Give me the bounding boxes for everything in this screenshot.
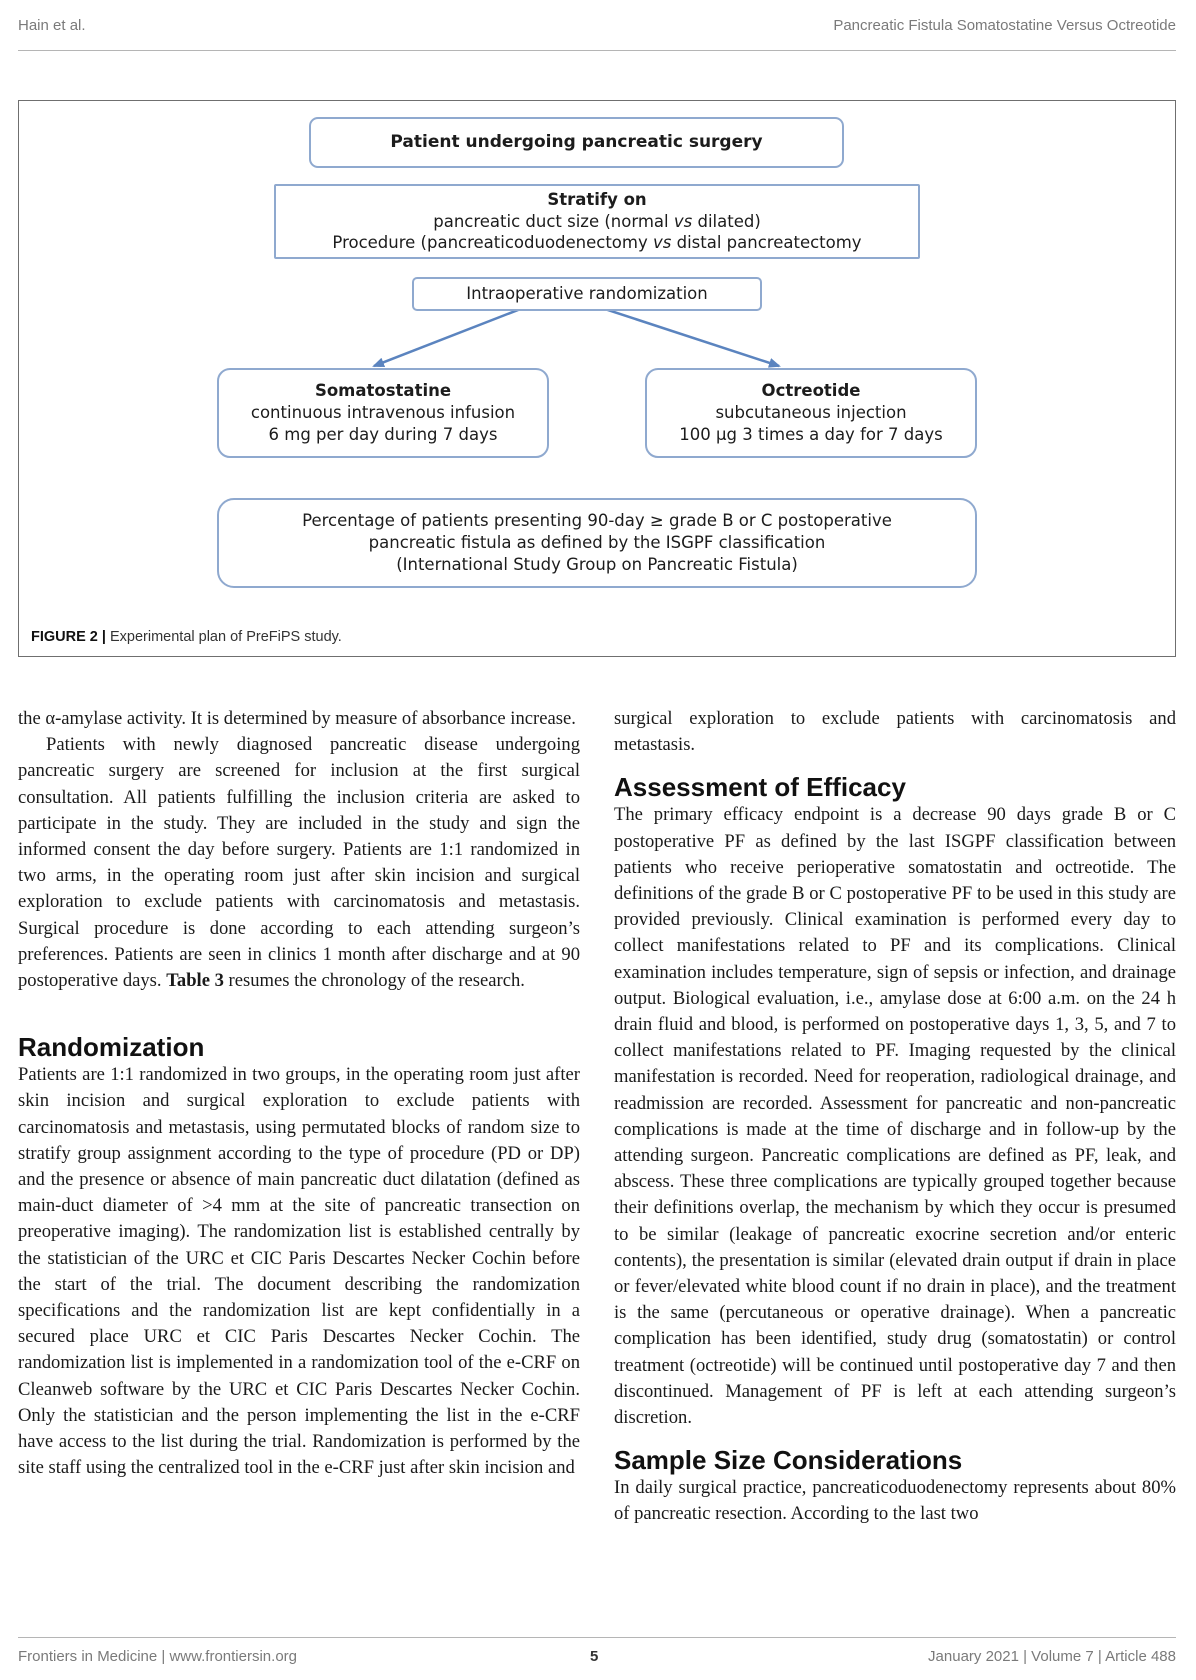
stratify-duct-size: pancreatic duct size (normal vs dilated) [433, 211, 761, 231]
stratify-procedure: Procedure (pancreaticoduodenectomy vs distal pancreatectomy [332, 233, 862, 253]
octreotide-title: Octreotide [761, 381, 861, 401]
box-somatostatine [217, 368, 549, 458]
running-header-authors: Hain et al. [18, 17, 86, 34]
outcome-line-1: Percentage of patients presenting 90-day ≥ grade B or C postoperative [302, 511, 892, 531]
left-column [18, 706, 580, 1481]
figure-2 [18, 100, 1176, 657]
box-stratify [274, 184, 920, 259]
heading-randomization: Randomization [18, 1032, 205, 1063]
paragraph-sample-size: In daily surgical practice, pancreaticoduodenectomy represents about 80% of pancreatic resection. According to the last two [614, 1477, 1176, 1525]
box-patient-undergoing-surgery [309, 117, 844, 168]
page-number: 5 [590, 1648, 599, 1665]
paragraph-screening: Patients with newly diagnosed pancreatic disease undergoing pancreatic surgery are screened for inclusion at the first surgical consultation. All patients fulfilling the inclusion criteria are asked to participate in the study. They are included in the study and sign the informed consent the day before surgery. Patients are 1:1 randomized in two arms, in the operating room just after skin incision and surgical exploration to exclude patients with carcinomatosis and metastasis. Surgical procedure is done according to each attending surgeon’s preferences. Patients are seen in clinics 1 month after discharge and at 90 postoperative days. Table 3 resumes the chronology of the research. [18, 734, 580, 992]
footer-journal: Frontiers in Medicine | www.frontiersin.org [18, 1648, 297, 1665]
somatostatine-dose: 6 mg per day during 7 days [268, 424, 498, 444]
caption-label: FIGURE 2 | [31, 629, 106, 645]
footer-divider [18, 1637, 1176, 1638]
box-patient-label: Patient undergoing pancreatic surgery [390, 132, 763, 153]
flowchart [19, 101, 1177, 611]
caption-text: Experimental plan of PreFiPS study. [105, 629, 342, 645]
octreotide-route: subcutaneous injection [715, 403, 907, 423]
heading-assessment-of-efficacy: Assessment of Efficacy [614, 772, 906, 803]
running-header-title: Pancreatic Fistula Somatostatine Versus Octreotide [833, 17, 1176, 34]
header-divider [18, 50, 1176, 51]
randomization-label: Intraoperative randomization [466, 284, 708, 304]
box-primary-outcome [217, 498, 977, 588]
stratify-title: Stratify on [547, 189, 647, 209]
paragraph-continued: surgical exploration to exclude patients with carcinomatosis and metastasis. [614, 708, 1176, 756]
figure-caption [31, 629, 342, 645]
paragraph-efficacy: The primary efficacy endpoint is a decrease 90 days grade B or C postoperative PF as defined by the last ISGPF classification between patients who receive perioperative somatostatin and octreotide. The definitions of the grade B or C postoperative PF to be used in this study are provided previously. Clinical examination is performed every day to collect manifestations related to PF and its complications. Clinical examination includes temperature, sign of sepsis or infection, and drainage output. Biological evaluation, i.e., amylase dose at 6:00 a.m. on the 24 h drain fluid and blood, is performed on postoperative days 1, 3, 5, and 7 to collect manifestations related to PF. Imaging requested by the clinical manifestation is recorded. Need for reoperation, radiological drainage, and readmission are recorded. Assessment for pancreatic and non-pancreatic complications is made at the time of discharge and in follow-up by the attending surgeon. Pancreatic complications are defined as PF, leak, and abscess. These three complications are typically grouped together because their definitions overlap, the mechanism by which they occur is presumed to be similar (leakage of pancreatic exocrine secretion and/or enteric contents), the presentation is similar (elevated drain output if drain in place or fever/elevated white blood count if no drain in place), and the treatment is the same (percutaneous or operative drainage). When a pancreatic complication has been identified, study drug (somatostatin) or control treatment (octreotide) will be continued until postoperative day 7 and then discontinued. Management of PF is left at each attending surgeon’s discretion. [614, 804, 1176, 1429]
paragraph-amylase: the α-amylase activity. It is determined by measure of absorbance increase. [18, 708, 576, 729]
paragraph-randomization: Patients are 1:1 randomized in two groups, in the operating room just after skin incision and surgical exploration to exclude patients with carcinomatosis and metastasis, using permutated blocks of random size to stratify group assignment according to the type of procedure (PD or DP) and the presence or absence of main pancreatic duct dilatation (defined as main-duct diameter of >4 mm at the site of pancreatic transection on preoperative imaging). The randomization list is established centrally by the statistician of the URC et CIC Paris Descartes Necker Cochin before the start of the trial. The document describing the randomization specifications and the randomization list are kept confidentially in a secured place URC et CIC Paris Descartes Necker Cochin. The randomization list is implemented in a randomization tool of the e-CRF on Cleanweb software by the URC et CIC Paris Descartes Necker Cochin. Only the statistician and the person implementing the list in the e-CRF have access to the list during the trial. Randomization is performed by the site staff using the centralized tool in the e-CRF just after skin incision and [18, 1064, 580, 1479]
heading-sample-size: Sample Size Considerations [614, 1445, 963, 1476]
outcome-line-2: pancreatic fistula as defined by the ISGPF classification [368, 533, 826, 553]
footer-issue: January 2021 | Volume 7 | Article 488 [928, 1648, 1176, 1665]
box-randomization [412, 277, 762, 311]
table-3-reference[interactable]: Table 3 [166, 970, 224, 992]
outcome-line-3: (International Study Group on Pancreatic Fistula) [396, 554, 798, 574]
somatostatine-route: continuous intravenous infusion [250, 403, 516, 423]
right-column [614, 706, 1176, 1528]
somatostatine-title: Somatostatine [314, 381, 452, 401]
octreotide-dose: 100 µg 3 times a day for 7 days [679, 424, 943, 444]
box-octreotide [645, 368, 977, 458]
